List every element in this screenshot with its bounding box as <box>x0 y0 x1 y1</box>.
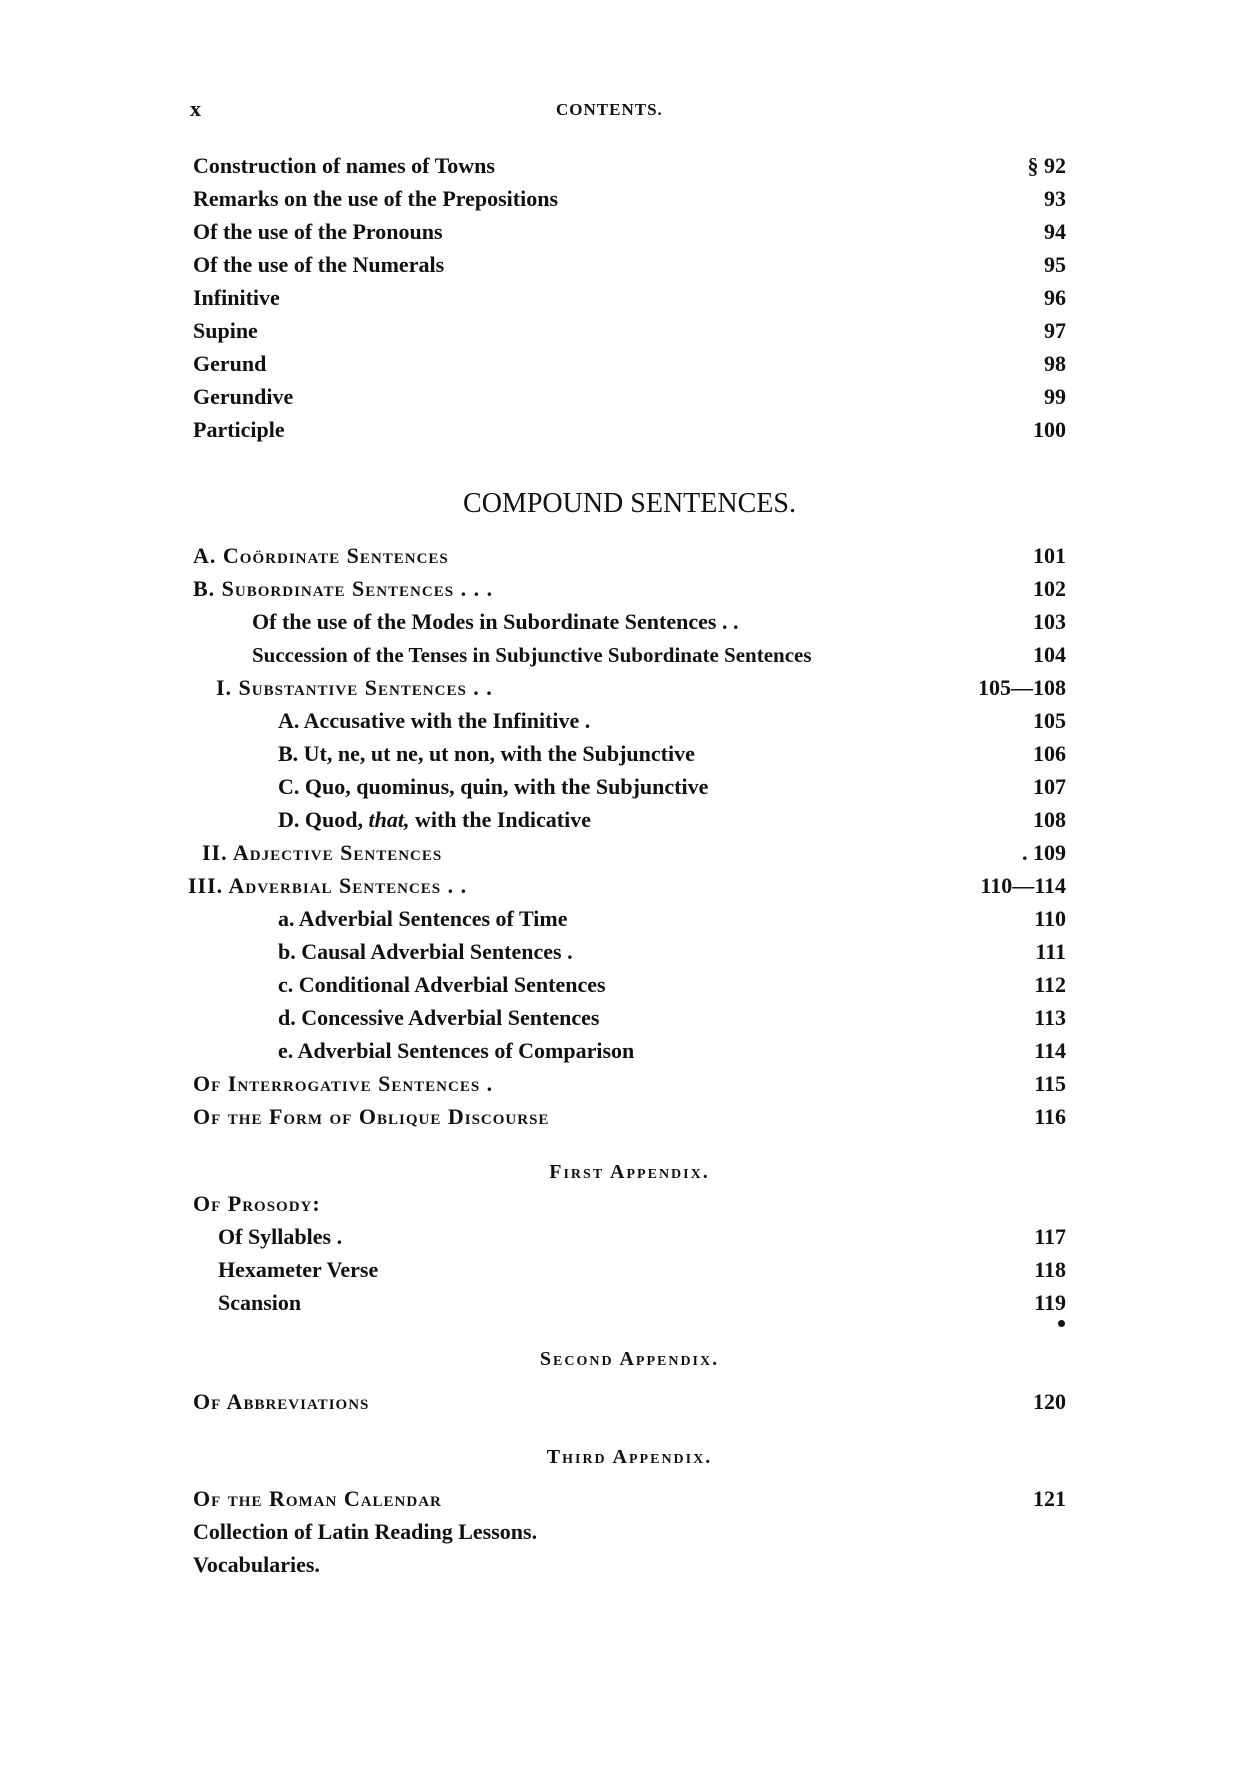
toc-entry: Remarks on the use of the Prepositions 93 <box>193 186 1066 211</box>
section-heading-compound: COMPOUND SENTENCES. <box>463 488 796 519</box>
toc-entry: Gerundive 99 <box>193 384 1066 409</box>
toc-entry: d. Concessive Adverbial Sentences 113 <box>278 1005 1066 1030</box>
toc-entry: III. Adverbial Sentences . . 110—114 <box>188 873 1066 898</box>
toc-entry: Of the use of the Numerals 95 <box>193 252 1066 277</box>
toc-entry: Gerund 98 <box>193 351 1066 376</box>
toc-entry: Supine 97 <box>193 318 1066 343</box>
toc-entry: A. Coördinate Sentences 101 <box>193 543 1066 568</box>
toc-entry: c. Conditional Adverbial Sentences 112 <box>278 972 1066 997</box>
toc-entry: B. Ut, ne, ut ne, ut non, with the Subjunctive 106 <box>278 741 1066 766</box>
running-title: CONTENTS. <box>556 100 663 119</box>
toc-entry: Of Abbreviations 120 <box>193 1389 1066 1414</box>
page-number: x <box>190 96 201 121</box>
toc-entry: II. Adjective Sentences . 109 <box>202 840 1066 865</box>
appendix-heading-second: Second Appendix. <box>539 1348 720 1370</box>
toc-entry: Participle 100 <box>193 417 1066 442</box>
toc-entry: Of the Form of Oblique Discourse 116 <box>193 1104 1066 1129</box>
toc-entry: Scansion 119 <box>218 1290 1066 1315</box>
toc-entry: Of the Roman Calendar 121 <box>193 1486 1066 1511</box>
toc-entry: Of the use of the Pronouns 94 <box>193 219 1066 244</box>
toc-entry: Hexameter Verse 118 <box>218 1257 1066 1282</box>
appendix-heading-third: Third Appendix. <box>546 1446 713 1468</box>
ink-speck <box>1058 1320 1065 1327</box>
toc-entry: e. Adverbial Sentences of Comparison 114 <box>278 1038 1066 1063</box>
toc-entry: Collection of Latin Reading Lessons. <box>193 1519 538 1544</box>
toc-entry: I. Substantive Sentences . . 105—108 <box>216 675 1066 700</box>
toc-entry: b. Causal Adverbial Sentences . 111 <box>278 939 1066 964</box>
toc-entry: Vocabularies. <box>193 1552 320 1577</box>
toc-entry: C. Quo, quominus, quin, with the Subjunctive 107 <box>278 774 1066 799</box>
toc-entry: B. Subordinate Sentences . . . 102 <box>193 576 1066 601</box>
toc-entry: A. Accusative with the Infinitive . 105 <box>278 708 1066 733</box>
toc-entry: Succession of the Tenses in Subjunctive Subordinate Sentences 104 <box>252 642 1066 667</box>
toc-entry: Of Syllables . 117 <box>218 1224 1066 1249</box>
toc-entry: a. Adverbial Sentences of Time 110 <box>278 906 1066 931</box>
toc-entry: Infinitive 96 <box>193 285 1066 310</box>
toc-entry: D. Quod, that, with the Indicative 108 <box>278 807 1066 832</box>
toc-entry: Of the use of the Modes in Subordinate Sentences . . 103 <box>252 609 1066 634</box>
toc-entry: Of Interrogative Sentences . 115 <box>193 1071 1066 1096</box>
toc-entry: Construction of names of Towns § 92 <box>193 153 1066 178</box>
appendix-heading-first: First Appendix. <box>549 1161 710 1183</box>
toc-group-heading: Of Prosody: <box>193 1191 321 1216</box>
